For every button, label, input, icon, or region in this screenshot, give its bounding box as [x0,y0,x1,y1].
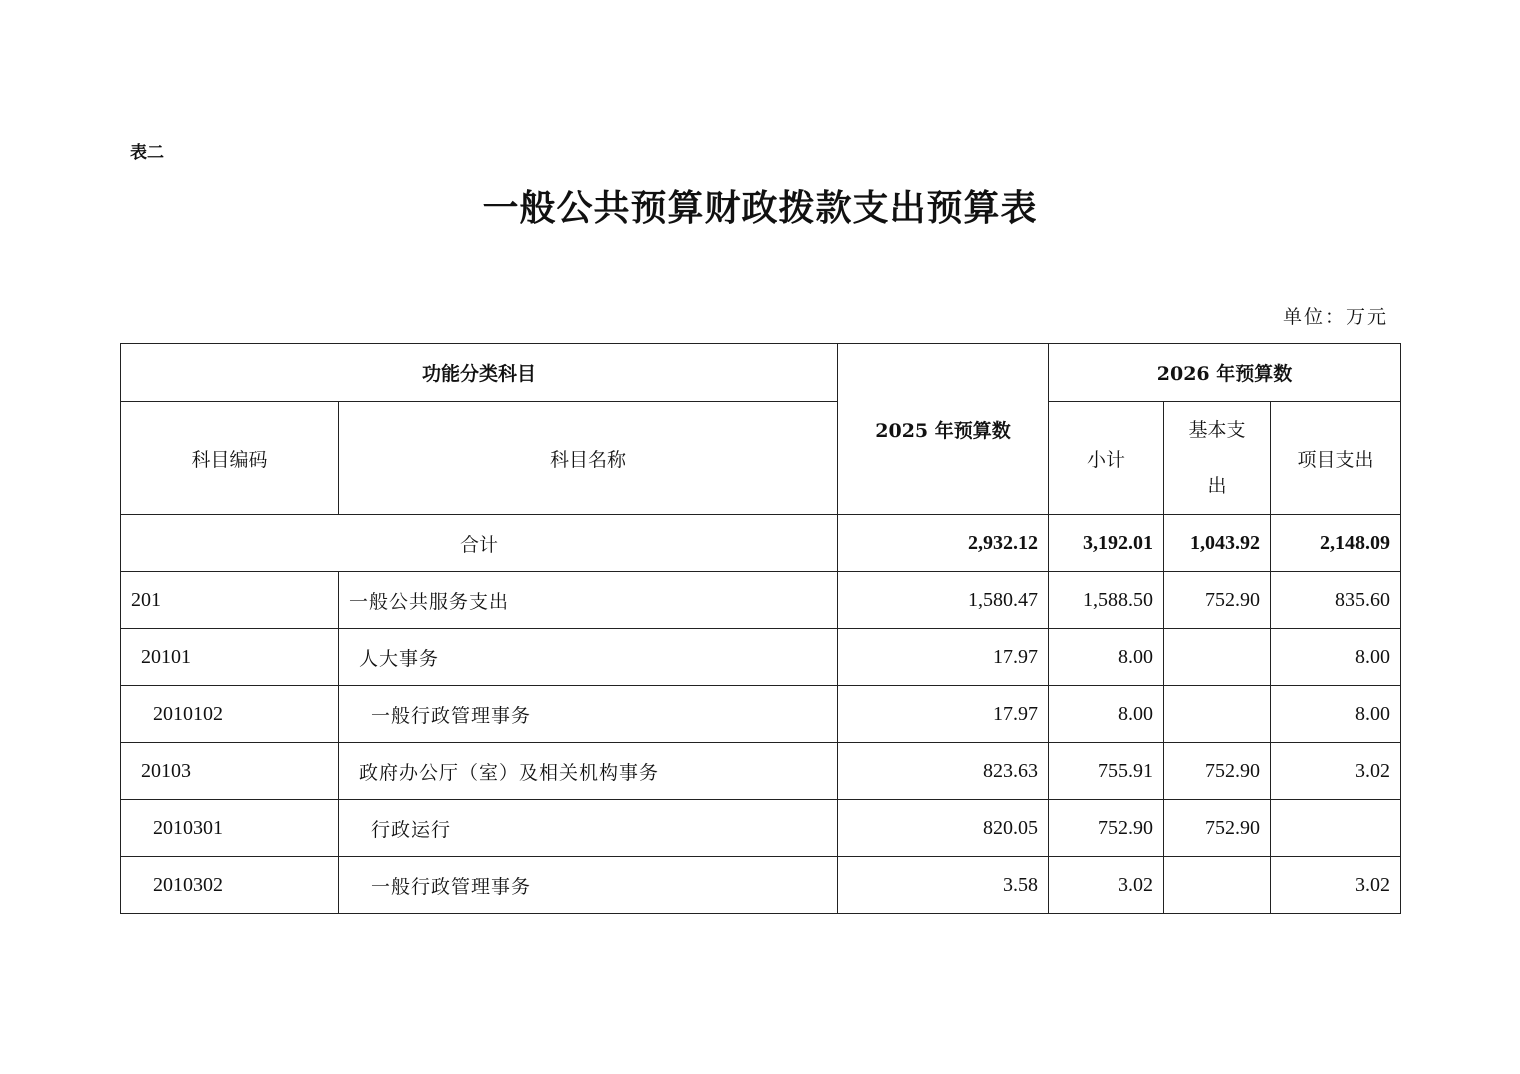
table-row [121,743,1401,800]
table-row [121,629,1401,686]
table-row [121,857,1401,914]
header-row-2 [121,402,1401,515]
cell-name: 一般行政管理事务 [339,686,838,743]
cell-budget-2025: 3.58 [838,857,1049,914]
cell-code: 20101 [121,629,339,686]
total-basic: 1,043.92 [1164,515,1271,572]
cell-subtotal: 755.91 [1049,743,1164,800]
header-name: 科目名称 [339,402,838,515]
cell-project: 8.00 [1271,629,1401,686]
cell-budget-2025: 823.63 [838,743,1049,800]
cell-name: 行政运行 [339,800,838,857]
header-row-1 [121,344,1401,402]
cell-basic: 752.90 [1164,800,1271,857]
total-label: 合计 [121,515,838,572]
cell-name: 一般行政管理事务 [339,857,838,914]
cell-subtotal: 1,588.50 [1049,572,1164,629]
header-functional-classification: 功能分类科目 [121,344,838,402]
table-number-label: 表二 [130,143,164,163]
budget-table [120,343,1401,914]
cell-budget-2025: 17.97 [838,686,1049,743]
cell-project: 8.00 [1271,686,1401,743]
header-code: 科目编码 [121,402,339,515]
header-subtotal: 小计 [1049,402,1164,515]
cell-name: 一般公共服务支出 [339,572,838,629]
cell-code: 2010302 [121,857,339,914]
unit-label: 单位：万元 [1282,306,1388,328]
cell-subtotal: 752.90 [1049,800,1164,857]
cell-budget-2025: 17.97 [838,629,1049,686]
cell-budget-2025: 820.05 [838,800,1049,857]
table-row [121,800,1401,857]
table-row [121,572,1401,629]
header-budget-2025: 2025 年预算数 [838,344,1049,515]
cell-basic: 752.90 [1164,743,1271,800]
cell-project: 835.60 [1271,572,1401,629]
cell-project: 3.02 [1271,857,1401,914]
cell-code: 20103 [121,743,339,800]
header-project-expenditure: 项目支出 [1271,402,1401,515]
table-row [121,686,1401,743]
cell-project: 3.02 [1271,743,1401,800]
header-basic-expenditure: 基本支出 [1164,402,1271,515]
total-budget-2025: 2,932.12 [838,515,1049,572]
cell-basic [1164,629,1271,686]
total-subtotal: 3,192.01 [1049,515,1164,572]
header-budget-2026: 2026 年预算数 [1049,344,1401,402]
cell-name: 人大事务 [339,629,838,686]
cell-subtotal: 3.02 [1049,857,1164,914]
cell-subtotal: 8.00 [1049,686,1164,743]
cell-subtotal: 8.00 [1049,629,1164,686]
cell-basic: 752.90 [1164,572,1271,629]
cell-name: 政府办公厅（室）及相关机构事务 [339,743,838,800]
cell-project [1271,800,1401,857]
cell-code: 2010102 [121,686,339,743]
total-project: 2,148.09 [1271,515,1401,572]
total-row [121,515,1401,572]
cell-code: 2010301 [121,800,339,857]
cell-code: 201 [121,572,339,629]
cell-budget-2025: 1,580.47 [838,572,1049,629]
page-title: 一般公共预算财政拨款支出预算表 [482,187,1038,229]
cell-basic [1164,686,1271,743]
cell-basic [1164,857,1271,914]
